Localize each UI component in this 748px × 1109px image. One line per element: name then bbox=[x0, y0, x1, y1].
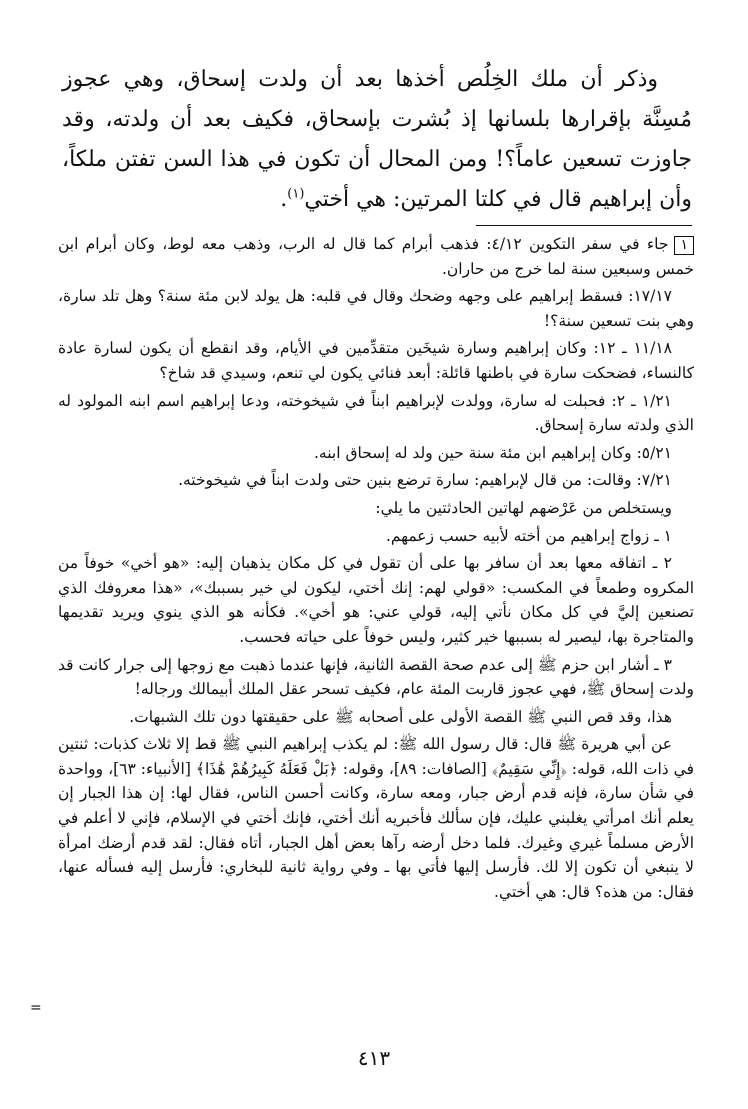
main-paragraph bbox=[62, 60, 692, 220]
footnote-paragraph: ١ ـ زواج إبراهيم من أخته لأبيه حسب زعمهم. bbox=[385, 526, 672, 545]
footnote-paragraph: ١١/١٨ ـ ١٢: وكان إبراهيم وسارة شيخَين متقدِّمين في الأيام، وقد انقطع أن يكون لسارة عادة كالنساء، فضحكت سارة في باطنها قائلة: أبعد فنائي يكون لي تنعم، وسيدي قد شاخ؟ bbox=[58, 339, 694, 382]
footnote-paragraph: ويستخلص من عَرْضهم لهاتين الحادثتين ما يلي: bbox=[375, 498, 672, 517]
footnote-number-badge: ١ bbox=[674, 236, 694, 255]
footnote-paragraph: عن أبي هريرة ﷺ قال: قال رسول الله ﷺ: لم يكذب إبراهيم النبي ﷺ قط إلا ثلاث كذبات: ثنتين في ذات الله، قوله: ﴿إِنِّي سَقِيمٌ﴾ [الصافات: ٨٩]، وقوله: ﴿بَلْ فَعَلَهُ كَبِيرُهُمْ هَٰذَا﴾ [الأنبياء: ٦٣]، وواحدة في شأن سارة، فإنه قدم أرض جبار، ومعه سارة، وكانت أحسن الناس، فقال لها: إن هذا الجبار إن يعلم أنك امرأتي يغلبني عليك، فإن سألك فأخبريه أنك أختي، فإنك أختي في الإسلام، فإني لا أعلم في الأرض مسلماً غيري وغيرك. فلما دخل أرضه رآها بعض أهل الجبار، أتاه فقال: لقد قدم أرضك امرأة لا ينبغي أن تكون إلا لك. فأرسل إليها فأتي بها ـ وفي رواية ثانية للبخاري: فأرسل إليه فسأله عنها، فقال: من هذه؟ قال: هي أختي. bbox=[58, 735, 695, 901]
footnote-paragraph bbox=[58, 232, 694, 281]
footnote-paragraph: ٧/٢١: وقالت: من قال لإبراهيم: سارة ترضع بنين حتى ولدت ابناً في شيخوخته. bbox=[178, 471, 672, 490]
page-number: ٤١٣ bbox=[357, 1046, 391, 1070]
margin-mark: = bbox=[30, 1000, 42, 1016]
main-text bbox=[62, 60, 692, 220]
main-paragraph-text: وذكر أن ملك الخِلُص أخذها بعد أن ولدت إسحاق، وهي عجوز مُسِنَّة بإقرارها بلسانها إذ بُشرت بإسحاق، فكيف بعد أن ولدته، وقد جاوزت تسعين عاماً؟! ومن المحال أن تكون في هذا السن تفتن ملكاً، وأن إبراهيم قال في كلتا المرتين: هي أختي bbox=[62, 67, 692, 212]
footnote-paragraph: ٣ ـ أشار ابن حزم ﷺ إلى عدم صحة القصة الثانية، فإنها عندما ذهبت مع زوجها إلى جرار كانت قد ولدت إسحاق ﷺ، فهي عجوز قاربت المئة عام، فكيف تسحر عقل الملك أبيمالك ورجاله! bbox=[58, 655, 694, 699]
main-paragraph-end: . bbox=[280, 187, 288, 212]
footnote-paragraph: ٥/٢١: وكان إبراهيم ابن مئة سنة حين ولد له إسحاق ابنه. bbox=[313, 443, 672, 462]
footnotes bbox=[58, 232, 694, 907]
footnote-separator bbox=[476, 225, 692, 226]
footnote-text: جاء في سفر التكوين ٤/١٢: فذهب أبرام كما قال له الرب، وذهب معه لوط، وكان أبرام ابن خمس وسبعين سنة لما خرج من حاران. bbox=[58, 235, 694, 278]
footnote-paragraph: ١٧/١٧: فسقط إبراهيم على وجهه وضحك وقال في قلبه: هل يولد لابن مئة سنة؟ وهل تلد سارة، وهي بنت تسعين سنة؟! bbox=[58, 287, 694, 330]
footnote-paragraph: ٢ ـ اتفاقه معها بعد أن سافر بها على أن تقول في كل مكان يذهبان إليه: «هو أخي» خوفاً من المكروه وطمعاً في المكسب: «قولي لهم: إنك أختي، ليكون لي خير بسببك»، «هذا معروفك الذي تصنعين إليَّ في كل مكان نأتي إليه، قولي عني: هو أخي». فكأنه هو الذي ينوي ويريد تقديمها والمتاجرة بها، ليصير له بسببها خير كثير، وليس خوفاً على حياته فحسب. bbox=[58, 554, 694, 646]
footnote-reference[interactable]: (١) bbox=[287, 186, 305, 202]
footnote-paragraph: ١/٢١ ـ ٢: فحبلت له سارة، وولدت لإبراهيم ابناً في شيخوخته، ودعا إبراهيم اسم ابنه المولود له الذي ولدته سارة إسحاق. bbox=[58, 391, 694, 435]
footnote-paragraph: هذا، وقد قص النبي ﷺ القصة الأولى على أصحابه ﷺ على حقيقتها دون تلك الشبهات. bbox=[129, 707, 672, 726]
